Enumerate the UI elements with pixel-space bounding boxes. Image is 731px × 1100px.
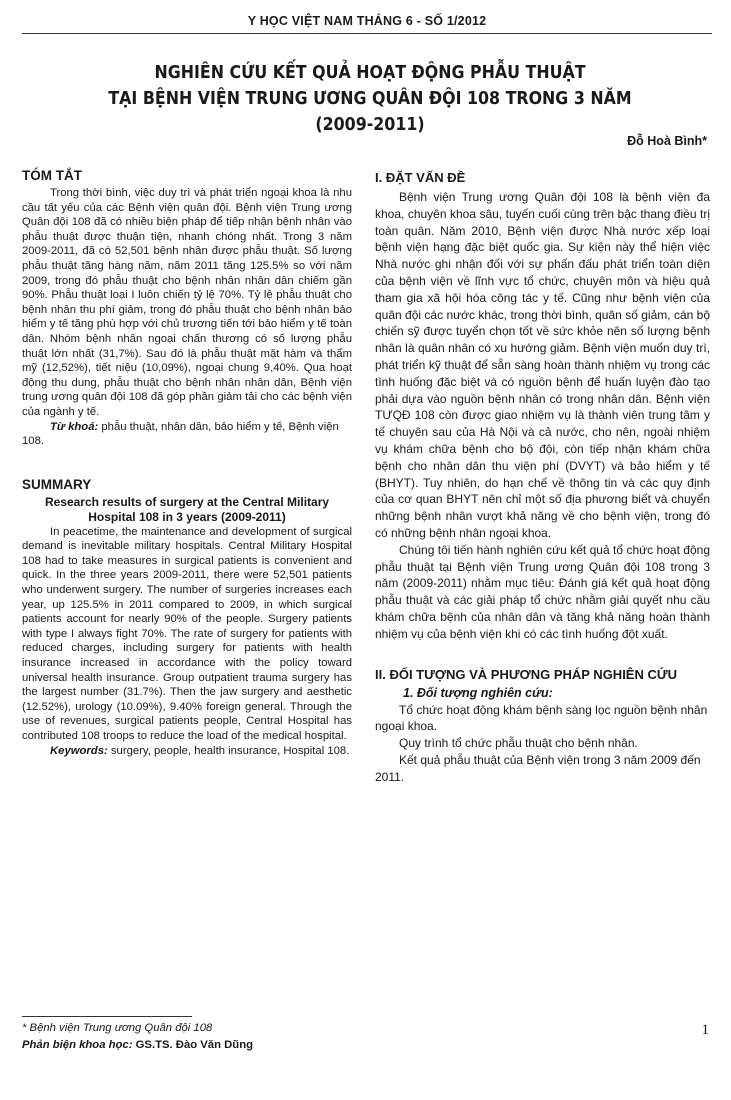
tomtat-keywords-label: Từ khoá: <box>50 420 99 433</box>
footnote-affiliation: * Bệnh viện Trung ương Quân đội 108 <box>22 1022 213 1034</box>
left-column <box>22 168 352 758</box>
section-1-paragraph-1: Bệnh viện Trung ương Quân đội 108 là bệnh viện đa khoa, chuyên khoa sâu, tuyến cuối cùng trên bậc thang điều trị toàn quân. Năm 2010, Bệnh viện được Nhà nước xếp loại bệnh viện hạng đặc biệt quốc gia. Sự kiện này thể hiện việc Nhà nước ghi nhận đối với sự phấn đấu phát triển toàn diện của bệnh viện về lĩnh vực tổ chức, chuyên môn và hiệu quả tham gia xã hội hóa công tác y tế. Cũng như bệnh viện của quân đội các nước khác, trong thời bình, quân số giảm, cán bộ chiến sỹ được tuyển chọn tốt về sức khỏe nên số lượng bệnh nhân là quân nhân có xu hướng giảm. Bệnh viện muốn duy trì, phát triển kỹ thuật để sẵn sàng hoàn thành nhiệm vụ trong các tình huống đặc biệt và có nguồn bệnh để huấn luyện đào tạo phải dựa vào nguồn bệnh nhân có trong nhân dân. Bệnh viện TƯQĐ 108 còn được giao nhiệm vụ là thành viên trung tâm y tế chuyên sau của Hà Nội và cả nước, cho nên, ngoài nhiệm vụ khám chữa bệnh cho bộ đội, còn tiếp nhận khám chữa bệnh cho nhân dân thu viện phí (DVYT) và bảo hiểm y tế (BHYT). Tuy nhiên, do hạn chế về thông tin và các quy định của cơ quan BHYT nên chỉ một số địa phương biết và chuyển những bệnh nhân vượt khả năng về cho bệnh viện, trong đó có những bệnh nhân ngoại khoa. <box>375 190 710 540</box>
article-title-line-2: TẠI BỆNH VIỆN TRUNG ƯƠNG QUÂN ĐỘI 108 TRONG 3 NĂM (2009-2011) <box>108 88 632 135</box>
summary-keywords-label: Keywords: <box>50 744 108 757</box>
article-title-line-1: NGHIÊN CỨU KẾT QUẢ HOẠT ĐỘNG PHẪU THUẬT <box>154 62 586 83</box>
article-title <box>97 60 643 138</box>
author-name: Đỗ Hoà Bình* <box>627 134 707 148</box>
footnote <box>22 1020 422 1054</box>
summary-body: In peacetime, the maintenance and development of surgical demand is inevitable military hospitals. Central Military Hospital 108 had to take measures in surgical patients is convenient and quick. In the three years 2009-2011, there were 52,501 patients who underwent surgery. The number of surgeries increases each year, up 125.5% in 2011 compared to 2009, in which surgical patients account for nearly 90% of the people. Surgery patients with type I always fight 70%. The rate of surgery for patients with reduced charges, including surgery for patients with health insurance increased in accordance with the policy toward universal health insurance. Group outpatient trauma surgery has the largest number (31.7%). Then the jaw surgery and aesthetic (12.52%), urology (10.09%), 9.40% foreign general. Through the use of revenues, surgical patients people, Central Hospital has contributed 108 troops to reduce the load of the medical hospital. <box>22 525 352 742</box>
section-1-paragraph-2: Chúng tôi tiến hành nghiên cứu kết quả tổ chức hoạt động phẫu thuật tại Bệnh viện Trung ương Quân đội 108 trong 3 năm (2009-2011) nhằm mục tiêu: Đánh giá kết quả hoạt động phẫu thuật và các giải pháp tổ chức nhằm giải quyết nhu cầu khám chữa bệnh của nhân dân và tăng khả năng hoàn thành nhiệm vụ của bệnh viện khi có các tình huống đột xuất. <box>375 542 710 641</box>
section-2-subheading: 1. Đối tượng nghiên cứu: <box>403 685 553 700</box>
tomtat-keywords <box>22 420 352 449</box>
research-object-3: Kết quả phẫu thuật của Bệnh viện trong 3 năm 2009 đến 2011. <box>375 752 701 784</box>
summary-heading: SUMMARY <box>22 476 92 492</box>
footnote-reviewer-name: GS.TS. Đào Văn Dũng <box>132 1039 253 1051</box>
footnote-reviewer-label: Phản biện khoa học: <box>22 1039 133 1051</box>
summary-title: Research results of surgery at the Central Military Hospital 108 in 3 years (2009-2011) <box>44 494 330 524</box>
footnote-reviewer <box>22 1037 422 1054</box>
research-object-1: Tổ chức hoạt động khám bệnh sàng lọc nguồn bệnh nhân ngoại khoa. <box>375 702 708 734</box>
journal-header: Y HỌC VIỆT NAM THÁNG 6 - SỐ 1/2012 <box>247 14 487 28</box>
footnote-divider <box>22 1016 192 1017</box>
tomtat-heading: TÓM TẮT <box>22 168 82 183</box>
page-number: 1 <box>701 1022 709 1038</box>
research-object-2: Quy trình tổ chức phẫu thuật cho bệnh nhân. <box>399 736 638 751</box>
tomtat-keywords-text: phẫu thuật, nhân dân, bảo hiểm y tế, Bệnh viện 108. <box>22 420 339 448</box>
right-column <box>375 170 710 786</box>
section-1-heading: I. ĐẶT VẤN ĐỀ <box>375 170 466 185</box>
section-2-heading: II. ĐỐI TƯỢNG VÀ PHƯƠNG PHÁP NGHIÊN CỨU <box>375 666 678 682</box>
header-divider <box>22 33 712 34</box>
summary-keywords <box>22 744 352 759</box>
tomtat-body: Trong thời bình, việc duy trì và phát triển ngoại khoa là nhu cầu tất yếu của các Bệnh viện quân đội. Bệnh viện Trung ương Quân đội 108 đã có nhiều biện pháp để tiếp nhận bệnh nhân vào phẫu thuật được thuận tiện, nhanh chóng nhất. Trong 3 năm 2009-2011, đã có 52,501 bệnh nhân được phẫu thuật. Số lượng phẫu thuật tăng hàng năm, năm 2011 tăng 125.5% so với năm 2009, trong đó phẫu thuật cho bệnh nhân nhân dân chiếm gần 90%. Phẫu thuật loại I luôn chiến tỷ lệ 70%. Tỷ lệ phẫu thuật cho bệnh nhân thu phí giảm, trong đó phẫu thuật cho bệnh nhân bảo hiểm y tế tăng phù hợp với chủ trương tiến tới bảo hiểm y tế toàn dân. Nhóm bệnh nhân ngoại chấn thương có số lượng phẫu thuật lớn nhất (31,7%). Sau đó là phẫu thuật mặt hàm và thẩm mỹ (12,52%), tiết niệu (10,09%), ngoại chung 9,40%. Qua hoạt động thu dung, phẫu thuật cho bệnh nhân nhân dân, Bệnh viện trung ương quân đội 108 đã góp phần giảm tải cho các bệnh viện của ngành y tế. <box>22 187 352 418</box>
summary-keywords-text: surgery, people, health insurance, Hospital 108. <box>107 744 350 757</box>
